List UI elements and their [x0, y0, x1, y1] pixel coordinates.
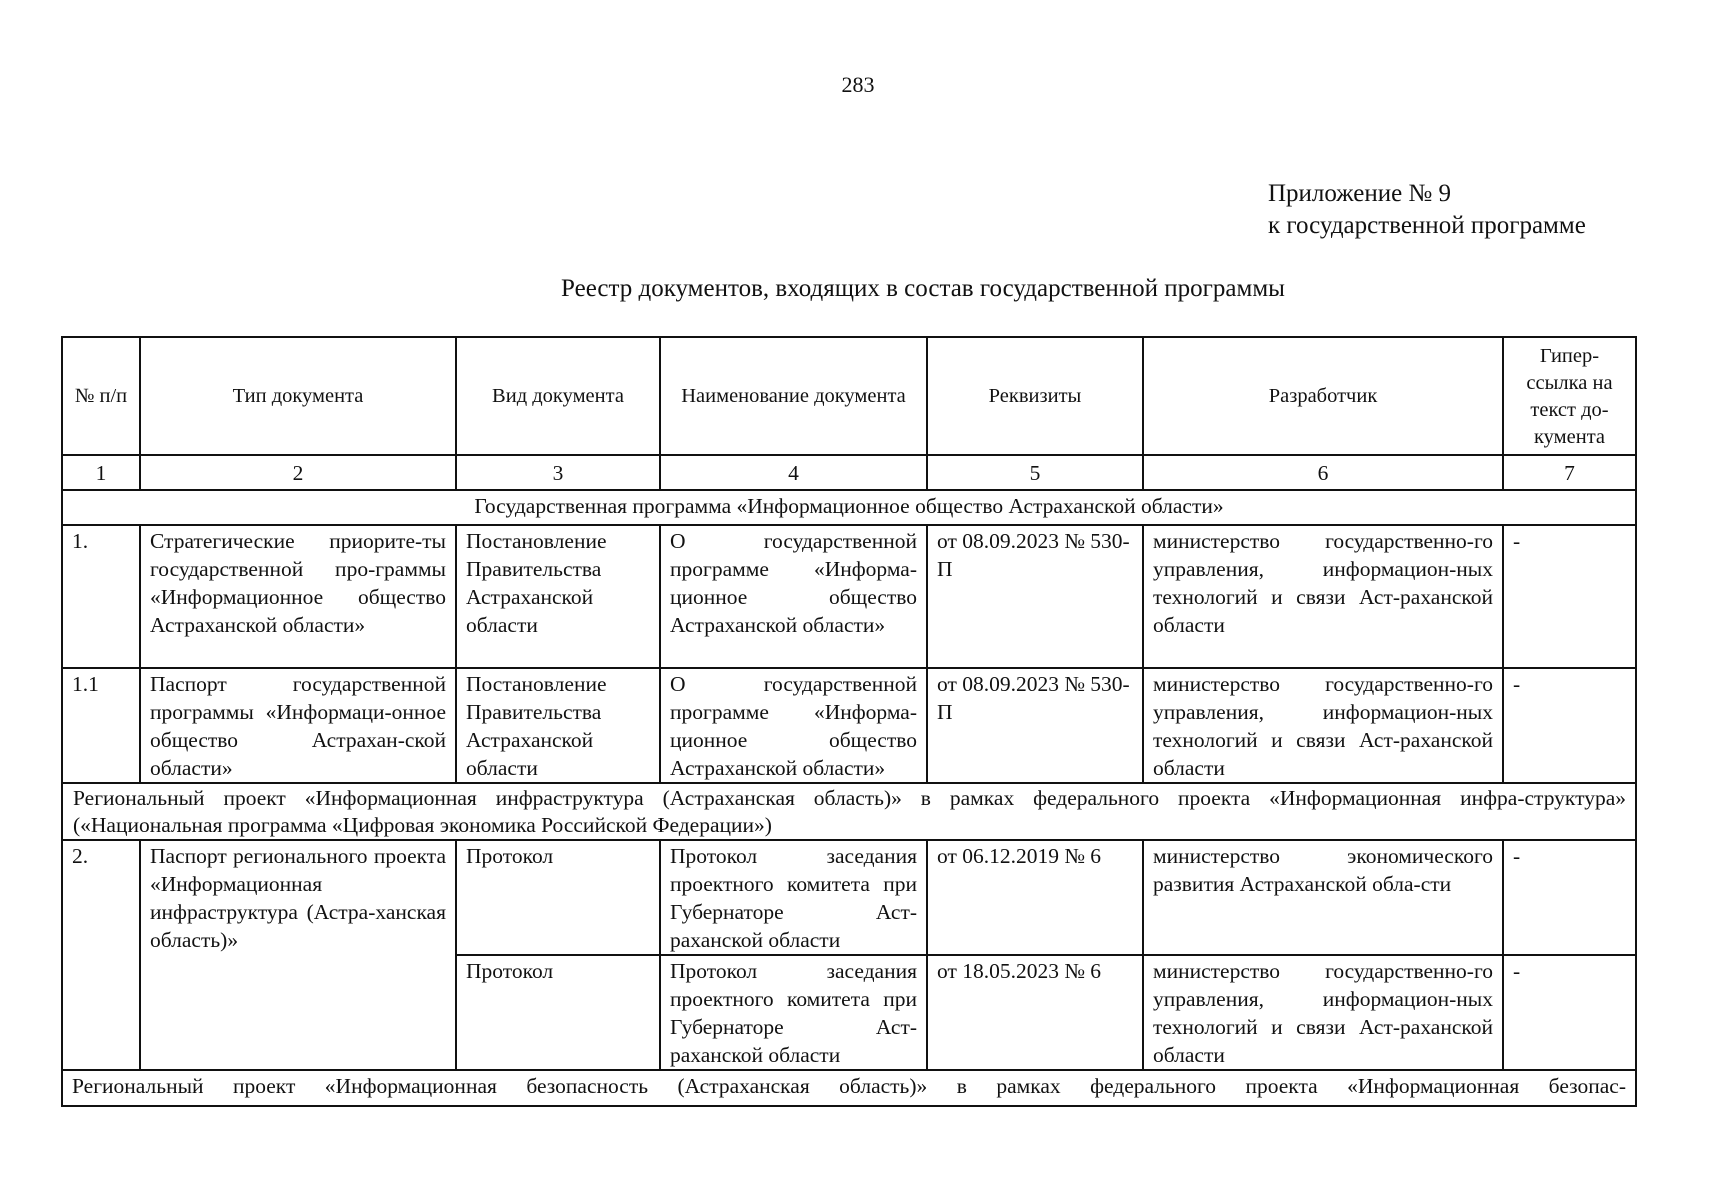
document-kind-cell: Постановление Правительства Астраханской области — [456, 525, 660, 668]
header-link: Гипер-ссылка на текст до-кумента — [1503, 337, 1636, 455]
document-details-cell: от 06.12.2019 № 6 — [927, 840, 1143, 955]
developer-cell: министерство государственно-го управления, информацион-ных технологий и связи Аст-раханской области — [1143, 525, 1503, 668]
document-details-cell: от 08.09.2023 № 530-П — [927, 525, 1143, 668]
document-details-cell: от 08.09.2023 № 530-П — [927, 668, 1143, 783]
section-title-regional-project-infrastructure: Региональный проект «Информационная инфраструктура (Астраханская область)» в рамках федерального проекта «Информационная инфра-структура» («Национальная программа «Цифровая экономика Российской Федерации») — [62, 783, 1636, 840]
header-type: Тип документа — [140, 337, 456, 455]
table-row — [62, 840, 1636, 955]
document-type-cell: Стратегические приорите-ты государственной про-граммы «Информационное общество Астраханской области» — [140, 525, 456, 668]
column-number-row — [62, 455, 1636, 490]
document-type-cell: Паспорт регионального проекта «Информационная инфраструктура (Астра-ханская область)» — [140, 840, 456, 1070]
document-kind-cell: Протокол — [456, 955, 660, 1070]
header-num: № п/п — [62, 337, 140, 455]
header-developer: Разработчик — [1143, 337, 1503, 455]
registry-table — [61, 336, 1637, 1107]
row-number: 1.1 — [62, 668, 140, 783]
appendix-line-1: Приложение № 9 — [1268, 180, 1452, 207]
document-name-cell: О государственной программе «Информа-ционное общество Астраханской области» — [660, 525, 927, 668]
document-type-cell: Паспорт государственной программы «Информаци-онное общество Астрахан-ской области» — [140, 668, 456, 783]
section-title-state-program: Государственная программа «Информационное общество Астраханской области» — [62, 490, 1636, 525]
document-kind-cell: Постановление Правительства Астраханской области — [456, 668, 660, 783]
hyperlink-cell: - — [1503, 840, 1636, 955]
hyperlink-cell: - — [1503, 668, 1636, 783]
hyperlink-cell: - — [1503, 525, 1636, 668]
document-name-cell: Протокол заседания проектного комитета при Губернаторе Аст-раханской области — [660, 840, 927, 955]
header-details: Реквизиты — [927, 337, 1143, 455]
document-name-cell: О государственной программе «Информа-ционное общество Астраханской области» — [660, 668, 927, 783]
header-name: Наименование документа — [660, 337, 927, 455]
column-number: 2 — [140, 455, 456, 490]
appendix-line-2: к государственной программе — [1268, 212, 1586, 239]
column-number: 3 — [456, 455, 660, 490]
column-number: 1 — [62, 455, 140, 490]
column-number: 5 — [927, 455, 1143, 490]
page-number: 283 — [841, 72, 875, 97]
developer-cell: министерство государственно-го управления, информацион-ных технологий и связи Аст-раханской области — [1143, 955, 1503, 1070]
section-row — [62, 783, 1636, 840]
table-row — [62, 525, 1636, 668]
section-title-regional-project-security: Региональный проект «Информационная безопасность (Астраханская область)» в рамках федерального проекта «Информационная безопас- — [62, 1070, 1636, 1106]
developer-cell: министерство экономического развития Астраханской обла-сти — [1143, 840, 1503, 955]
column-number: 7 — [1503, 455, 1636, 490]
header-row — [62, 337, 1636, 455]
header-kind: Вид документа — [456, 337, 660, 455]
section-row — [62, 490, 1636, 525]
document-details-cell: от 18.05.2023 № 6 — [927, 955, 1143, 1070]
section-row — [62, 1070, 1636, 1106]
appendix-label — [1268, 178, 1586, 242]
document-kind-cell: Протокол — [456, 840, 660, 955]
row-number: 1. — [62, 525, 140, 668]
row-number: 2. — [62, 840, 140, 1070]
table-row — [62, 668, 1636, 783]
document-title: Реестр документов, входящих в состав государственной программы — [561, 275, 1285, 302]
hyperlink-cell: - — [1503, 955, 1636, 1070]
document-name-cell: Протокол заседания проектного комитета при Губернаторе Аст-раханской области — [660, 955, 927, 1070]
column-number: 6 — [1143, 455, 1503, 490]
column-number: 4 — [660, 455, 927, 490]
developer-cell: министерство государственно-го управления, информацион-ных технологий и связи Аст-раханской области — [1143, 668, 1503, 783]
